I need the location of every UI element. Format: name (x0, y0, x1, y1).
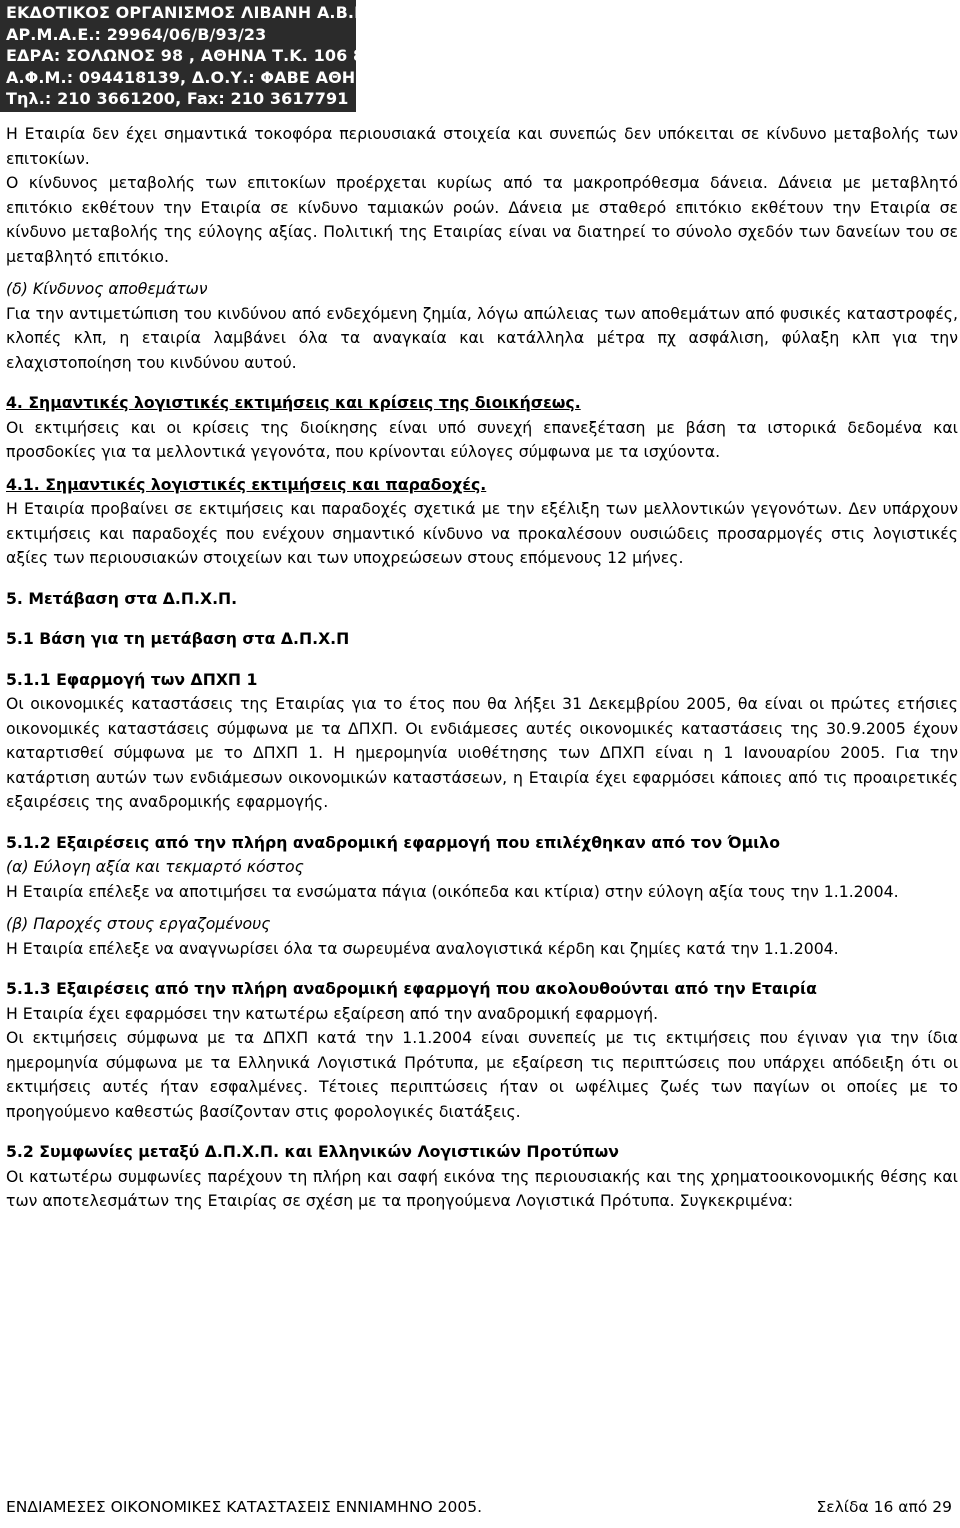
paragraph-inventory-risk: Για την αντιμετώπιση του κινδύνου από ενδεχόμενη ζημία, λόγω απώλειας των αποθεμάτων από φυσικές καταστροφές, κλοπές κλπ, η εταιρία λαμβάνει όλα τα αναγκαία και κατάλληλα μέτρα πχ ασφάλιση, φύλαξη κλπ για την ελαχιστοποίηση του κινδύνου αυτού. (6, 303, 958, 372)
paragraph-section-5-1-3-b: Οι εκτιμήσεις σύμφωνα με τα ΔΠΧΠ κατά την 1.1.2004 είναι συνεπείς με τις εκτιμήσεις που έγιναν για την ίδια ημερομηνία σύμφωνα με τα Ελληνικά Λογιστικά Πρότυπα, με εξαίρεση τις περιπτώσεις που υπάρχει απόδειξη ότι οι εκτιμήσεις αυτές ήταν εσφαλμένες. Τέτοιες περιπτώσεις ήταν οι ωφέλιμες ζωές των παγίων οι οποίες με το προηγούμενο καθεστώς βασίζονταν στις φορολογικές διατάξεις. (6, 1028, 958, 1121)
footer-document-title: ΕΝΔΙΑΜΕΣΕΣ ΟΙΚΟΝΟΜΙΚΕΣ ΚΑΤΑΣΤΑΣΕΙΣ ΕΝΝΙΑΜΗΝΟ 2005. (6, 1498, 483, 1516)
section-title-5-1-3: 5.1.3 Εξαιρέσεις από την πλήρη αναδρομική εφαρμογή που ακολουθούνται από την Εταιρία (6, 979, 817, 998)
paragraph-section-4: Οι εκτιμήσεις και οι κρίσεις της διοίκησης είναι υπό συνεχή επανεξέταση με βάση τα ιστορικά δεδομένα και προσδοκίες για τα μελλοντικά γεγονότα, που κρίνονται εύλογες σύμφωνα με τα ισχύοντα. (6, 417, 958, 461)
paragraph-interest-assets: Η Εταιρία δεν έχει σημαντικά τοκοφόρα περιουσιακά στοιχεία και συνεπώς δεν υπόκειται σε κίνδυνο μεταβολής των επιτοκίων. (6, 124, 958, 168)
paragraph-section-5-1-1: Οι οικονομικές καταστάσεις της Εταιρίας για το έτος που θα λήξει 31 Δεκεμβρίου 2005, θα είναι οι πρώτες ετήσιες οικονομικές καταστάσεις σύμφωνα με τα ΔΠΧΠ. Οι ενδιάμεσες αυτές οικονομικές καταστάσεις της 30.9.2005 έχουν καταρτισθεί σύμφωνα με το ΔΠΧΠ 1. Η ημερομηνία υιοθέτησης των ΔΠΧΠ είναι η 1 Ιανουαρίου 2005. Για την κατάρτιση αυτών των ενδιάμεσων οικονομικών καταστάσεων, η Εταιρία έχει εφαρμόσει κάποιες από τις προαιρετικές εξαιρέσεις της αναδρομικής εφαρμογής. (6, 694, 958, 811)
section-title-5-1-1: 5.1.1 Εφαρμογή των ΔΠΧΠ 1 (6, 669, 258, 689)
subsection-title-employee-benefits: (β) Παροχές στους εργαζομένους (6, 914, 271, 933)
section-title-4: 4. Σημαντικές λογιστικές εκτιμήσεις και κρίσεις της διοικήσεως. (6, 393, 581, 412)
company-phone: Τηλ.: 210 3661200, Fax: 210 3617791 (6, 89, 349, 108)
company-address: ΕΔΡΑ: ΣΟΛΩΝΟΣ 98 , ΑΘΗΝΑ Τ.Κ. 106 80 (6, 46, 376, 65)
section-title-5-2: 5.2 Συμφωνίες μεταξύ Δ.Π.Χ.Π. και Ελληνικών Λογιστικών Προτύπων (6, 1142, 619, 1161)
company-registry: ΑΡ.Μ.Α.Ε.: 29964/06/Β/93/23 (6, 24, 267, 44)
paragraph-section-5-2: Οι κατωτέρω συμφωνίες παρέχουν τη πλήρη και σαφή εικόνα της περιουσιακής και της χρηματοοικονομικής θέσης και των αποτελεσμάτων της Εταιρίας σε σχέση με τα προηγούμενα Λογιστικά Πρότυπα. Συγκεκριμένα: (6, 1166, 958, 1210)
company-tax-id: Α.Φ.Μ.: 094418139, Δ.Ο.Υ.: ΦΑΒΕ ΑΘΗΝΩΝ (6, 67, 396, 87)
section-title-4-1: 4.1. Σημαντικές λογιστικές εκτιμήσεις και παραδοχές. (6, 474, 487, 494)
section-title-5-1-2: 5.1.2 Εξαιρέσεις από την πλήρη αναδρομική εφαρμογή που επιλέχθηκαν από τον Όμιλο (6, 832, 780, 852)
subsection-title-inventory-risk: (δ) Κίνδυνος αποθεμάτων (6, 279, 208, 298)
document-body (6, 122, 958, 1214)
paragraph-section-5-1-3-a: Η Εταιρία έχει εφαρμόσει την κατωτέρω εξαίρεση από την αναδρομική εφαρμογή. (6, 1003, 659, 1023)
paragraph-section-4-1: Η Εταιρία προβαίνει σε εκτιμήσεις και παραδοχές σχετικά με την εξέλιξη των μελλοντικών γεγονότων. Δεν υπάρχουν εκτιμήσεις και παραδοχές που ενέχουν σημαντικό κίνδυνο να προκαλέσουν ουσιώδεις προσαρμογές στις λογιστικές αξίες των περιουσιακών στοιχείων και των υποχρεώσεων στους επόμενους 12 μήνες. (6, 499, 958, 567)
paragraph-fair-value: Η Εταιρία επέλεξε να αποτιμήσει τα ενσώματα πάγια (οικόπεδα και κτίρια) στην εύλογη αξία τους την 1.1.2004. (6, 881, 899, 901)
paragraph-employee-benefits: Η Εταιρία επέλεξε να αναγνωρίσει όλα τα σωρευμένα αναλογιστικά κέρδη και ζημίες κατά την 1.1.2004. (6, 938, 839, 958)
footer-page-number: Σελίδα 16 από 29 (816, 1498, 952, 1516)
section-title-5: 5. Μετάβαση στα Δ.Π.Χ.Π. (6, 588, 238, 608)
paragraph-interest-risk: Ο κίνδυνος μεταβολής των επιτοκίων προέρχεται κυρίως από τα μακροπρόθεσμα δάνεια. Δάνεια με μεταβλητό επιτόκιο εκθέτουν την Εταιρία σε κίνδυνο ταμιακών ροών. Δάνεια με σταθερό επιτόκιο εκθέτουν την Εταιρία σε κίνδυνο μεταβολής της εύλογης αξίας. Πολιτική της Εταιρίας είναι να διατηρεί το σύνολο σχεδόν των δανείων του σε μεταβλητό επιτόκιο. (6, 173, 958, 266)
section-title-5-1: 5.1 Βάση για τη μετάβαση στα Δ.Π.Χ.Π (6, 629, 350, 648)
company-name: ΕΚΔΟΤΙΚΟΣ ΟΡΓΑΝΙΣΜΟΣ ΛΙΒΑΝΗ Α.Β.Ε. (6, 3, 372, 22)
page-footer (6, 1496, 952, 1518)
company-header (0, 0, 396, 112)
subsection-title-fair-value: (α) Εύλογη αξία και τεκμαρτό κόστος (6, 857, 304, 876)
